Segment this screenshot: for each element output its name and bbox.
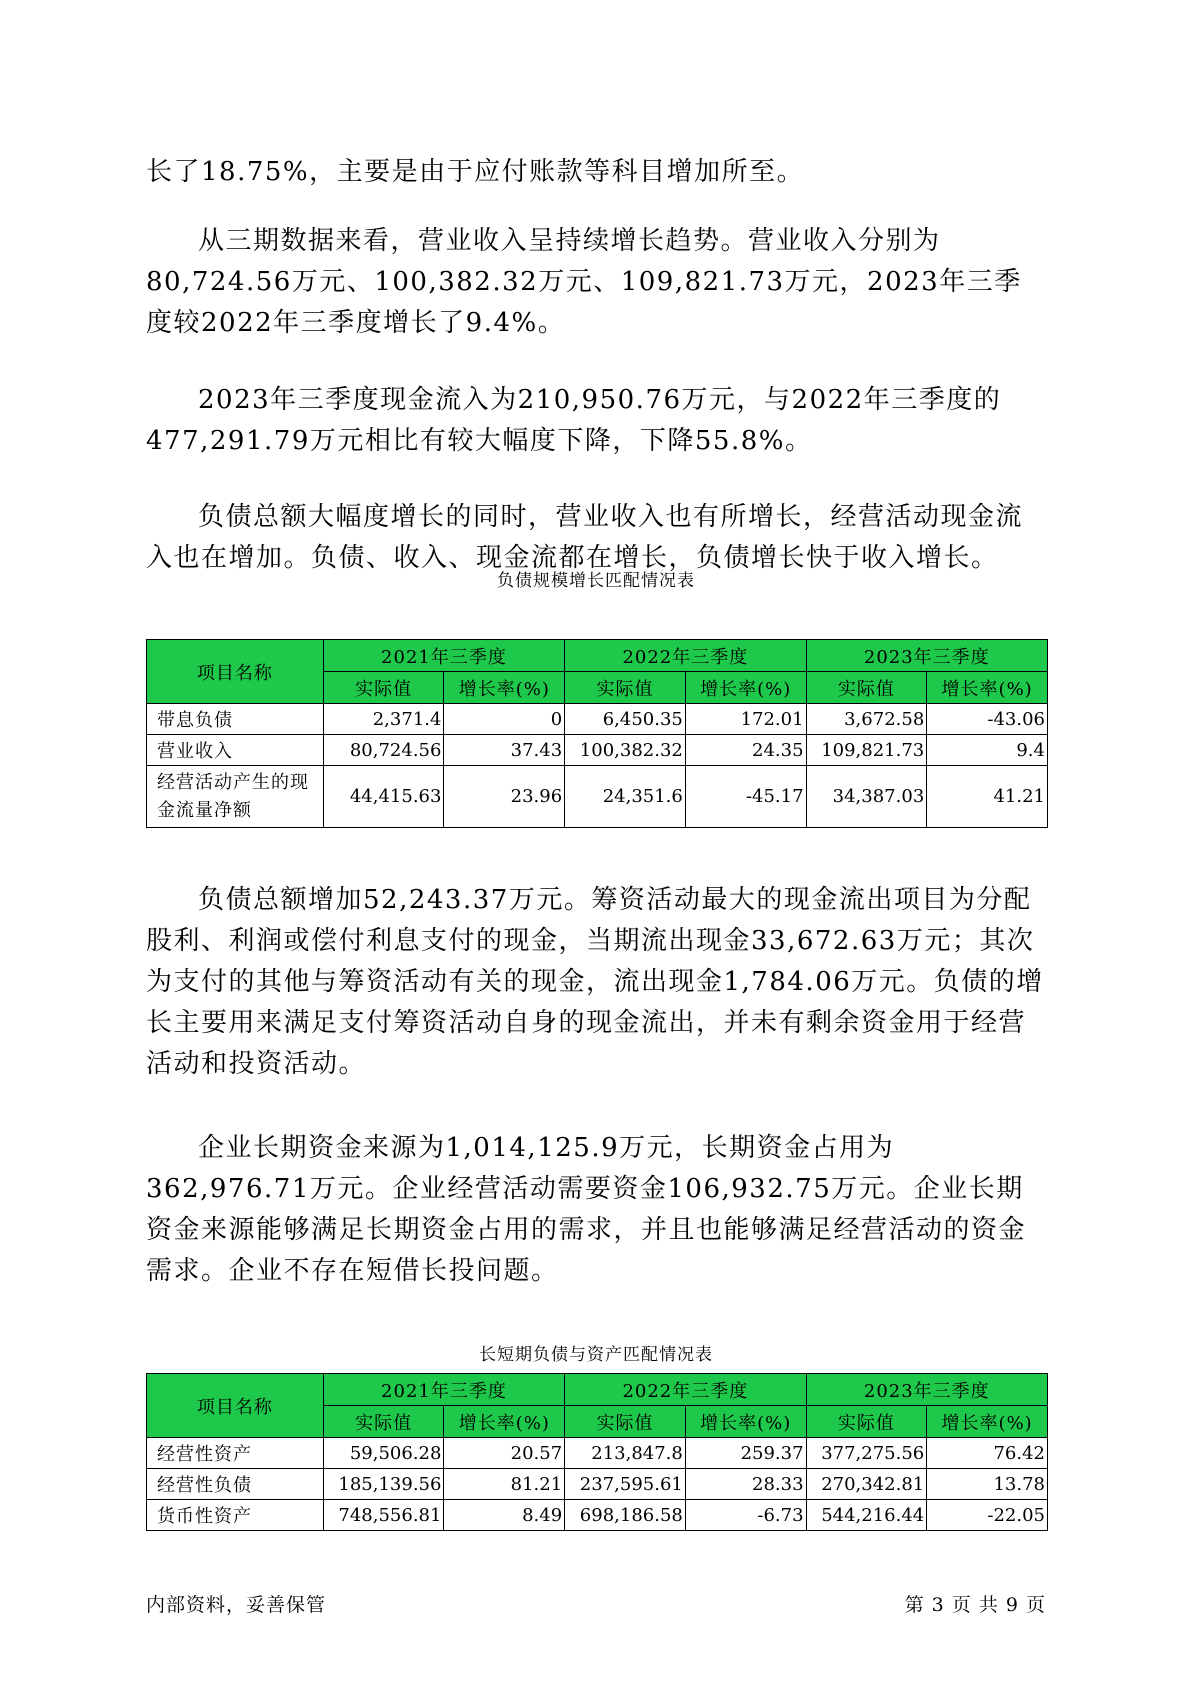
cell: 748,556.81 — [323, 1500, 444, 1531]
cell: 698,186.58 — [565, 1500, 686, 1531]
cell: 81.21 — [444, 1469, 565, 1500]
cell: 237,595.61 — [565, 1469, 686, 1500]
table2-sub-actual: 实际值 — [806, 1406, 927, 1438]
cell: 23.96 — [444, 766, 565, 828]
cell: 172.01 — [685, 704, 806, 735]
paragraph-revenue-trend: 从三期数据来看，营业收入呈持续增长趋势。营业收入分别为80,724.56万元、100,382.32万元、109,821.73万元，2023年三季度较2022年三季度增长了9.4%。 — [146, 226, 1022, 338]
table-row — [147, 1500, 1048, 1531]
table2-sub-growth: 增长率(%) — [927, 1406, 1048, 1438]
cell: 213,847.8 — [565, 1438, 686, 1469]
cell: -43.06 — [927, 704, 1048, 735]
cell: 59,506.28 — [323, 1438, 444, 1469]
table1-sub-growth: 增长率(%) — [927, 672, 1048, 704]
table2-period-2022: 2022年三季度 — [565, 1374, 806, 1406]
table2-period-2023: 2023年三季度 — [806, 1374, 1047, 1406]
cell: 9.4 — [927, 735, 1048, 766]
cell: -6.73 — [685, 1500, 806, 1531]
cell: 8.49 — [444, 1500, 565, 1531]
cell: -22.05 — [927, 1500, 1048, 1531]
table1-sub-actual: 实际值 — [565, 672, 686, 704]
row-label: 带息负债 — [147, 704, 324, 735]
table2-sub-actual: 实际值 — [565, 1406, 686, 1438]
table2-sub-growth: 增长率(%) — [444, 1406, 565, 1438]
table1-period-2022: 2022年三季度 — [565, 640, 806, 672]
cell: 270,342.81 — [806, 1469, 927, 1500]
cell: 20.57 — [444, 1438, 565, 1469]
cell: 109,821.73 — [806, 735, 927, 766]
row-label: 货币性资产 — [147, 1500, 324, 1531]
paragraph-cash-inflow: 2023年三季度现金流入为210,950.76万元，与2022年三季度的477,291.79万元相比有较大幅度下降，下降55.8%。 — [146, 385, 1002, 456]
cell: -45.17 — [685, 766, 806, 828]
paragraph-financing-outflow: 负债总额增加52,243.37万元。筹资活动最大的现金流出项目为分配股利、利润或偿付利息支付的现金，当期流出现金33,672.63万元；其次为支付的其他与筹资活动有关的现金，流出现金1,784.06万元。负债的增长主要用来满足支付筹资活动自身的现金流出，并未有剩余资金用于经营活动和投资活动。 — [146, 885, 1044, 1079]
cell: 24.35 — [685, 735, 806, 766]
table-row — [147, 735, 1048, 766]
liability-growth-table — [146, 639, 1048, 828]
cell: 37.43 — [444, 735, 565, 766]
cell: 34,387.03 — [806, 766, 927, 828]
cell: 6,450.35 — [565, 704, 686, 735]
table-row — [147, 704, 1048, 735]
cell: 41.21 — [927, 766, 1048, 828]
table1-item-header: 项目名称 — [147, 640, 324, 704]
table1-header-row — [147, 640, 1048, 672]
cell: 0 — [444, 704, 565, 735]
table-row — [147, 1438, 1048, 1469]
cell: 3,672.58 — [806, 704, 927, 735]
footer-page-number: 第 3 页 共 9 页 — [904, 1594, 1046, 1616]
row-label: 营业收入 — [147, 735, 324, 766]
paragraph-liabilities-vs-revenue: 负债总额大幅度增长的同时，营业收入也有所增长，经营活动现金流入也在增加。负债、收入、现金流都在增长，负债增长快于收入增长。 — [146, 502, 1024, 573]
table1-sub-actual: 实际值 — [323, 672, 444, 704]
table1-period-2023: 2023年三季度 — [806, 640, 1047, 672]
table2-caption: 长短期负债与资产匹配情况表 — [479, 1345, 713, 1365]
cell: 80,724.56 — [323, 735, 444, 766]
cell: 259.37 — [685, 1438, 806, 1469]
table-row — [147, 1469, 1048, 1500]
paragraph-long-term-funding: 企业长期资金来源为1,014,125.9万元，长期资金占用为362,976.71万元。企业经营活动需要资金106,932.75万元。企业长期资金来源能够满足长期资金占用的需求，并且也能够满足经营活动的资金需求。企业不存在短借长投问题。 — [146, 1133, 1027, 1286]
cell: 76.42 — [927, 1438, 1048, 1469]
cell: 24,351.6 — [565, 766, 686, 828]
table2-period-2021: 2021年三季度 — [323, 1374, 564, 1406]
cell: 377,275.56 — [806, 1438, 927, 1469]
table2-sub-actual: 实际值 — [323, 1406, 444, 1438]
table1-period-2021: 2021年三季度 — [323, 640, 564, 672]
table2-item-header: 项目名称 — [147, 1374, 324, 1438]
cell: 28.33 — [685, 1469, 806, 1500]
table1-sub-growth: 增长率(%) — [444, 672, 565, 704]
cell: 44,415.63 — [323, 766, 444, 828]
footer-confidential-note: 内部资料，妥善保管 — [146, 1594, 327, 1616]
cell: 185,139.56 — [323, 1469, 444, 1500]
cell: 13.78 — [927, 1469, 1048, 1500]
table2-sub-growth: 增长率(%) — [685, 1406, 806, 1438]
row-label: 经营活动产生的现金流量净额 — [147, 766, 324, 828]
cell: 544,216.44 — [806, 1500, 927, 1531]
cell: 2,371.4 — [323, 704, 444, 735]
table1-sub-actual: 实际值 — [806, 672, 927, 704]
row-label: 经营性负债 — [147, 1469, 324, 1500]
table1-sub-growth: 增长率(%) — [685, 672, 806, 704]
table2-header-row — [147, 1374, 1048, 1406]
cell: 100,382.32 — [565, 735, 686, 766]
long-short-match-table — [146, 1373, 1048, 1531]
table1-caption: 负债规模增长匹配情况表 — [497, 571, 695, 591]
row-label: 经营性资产 — [147, 1438, 324, 1469]
paragraph-liabilities-growth-tail: 长了18.75%，主要是由于应付账款等科目增加所至。 — [146, 157, 805, 187]
table-row — [147, 766, 1048, 828]
